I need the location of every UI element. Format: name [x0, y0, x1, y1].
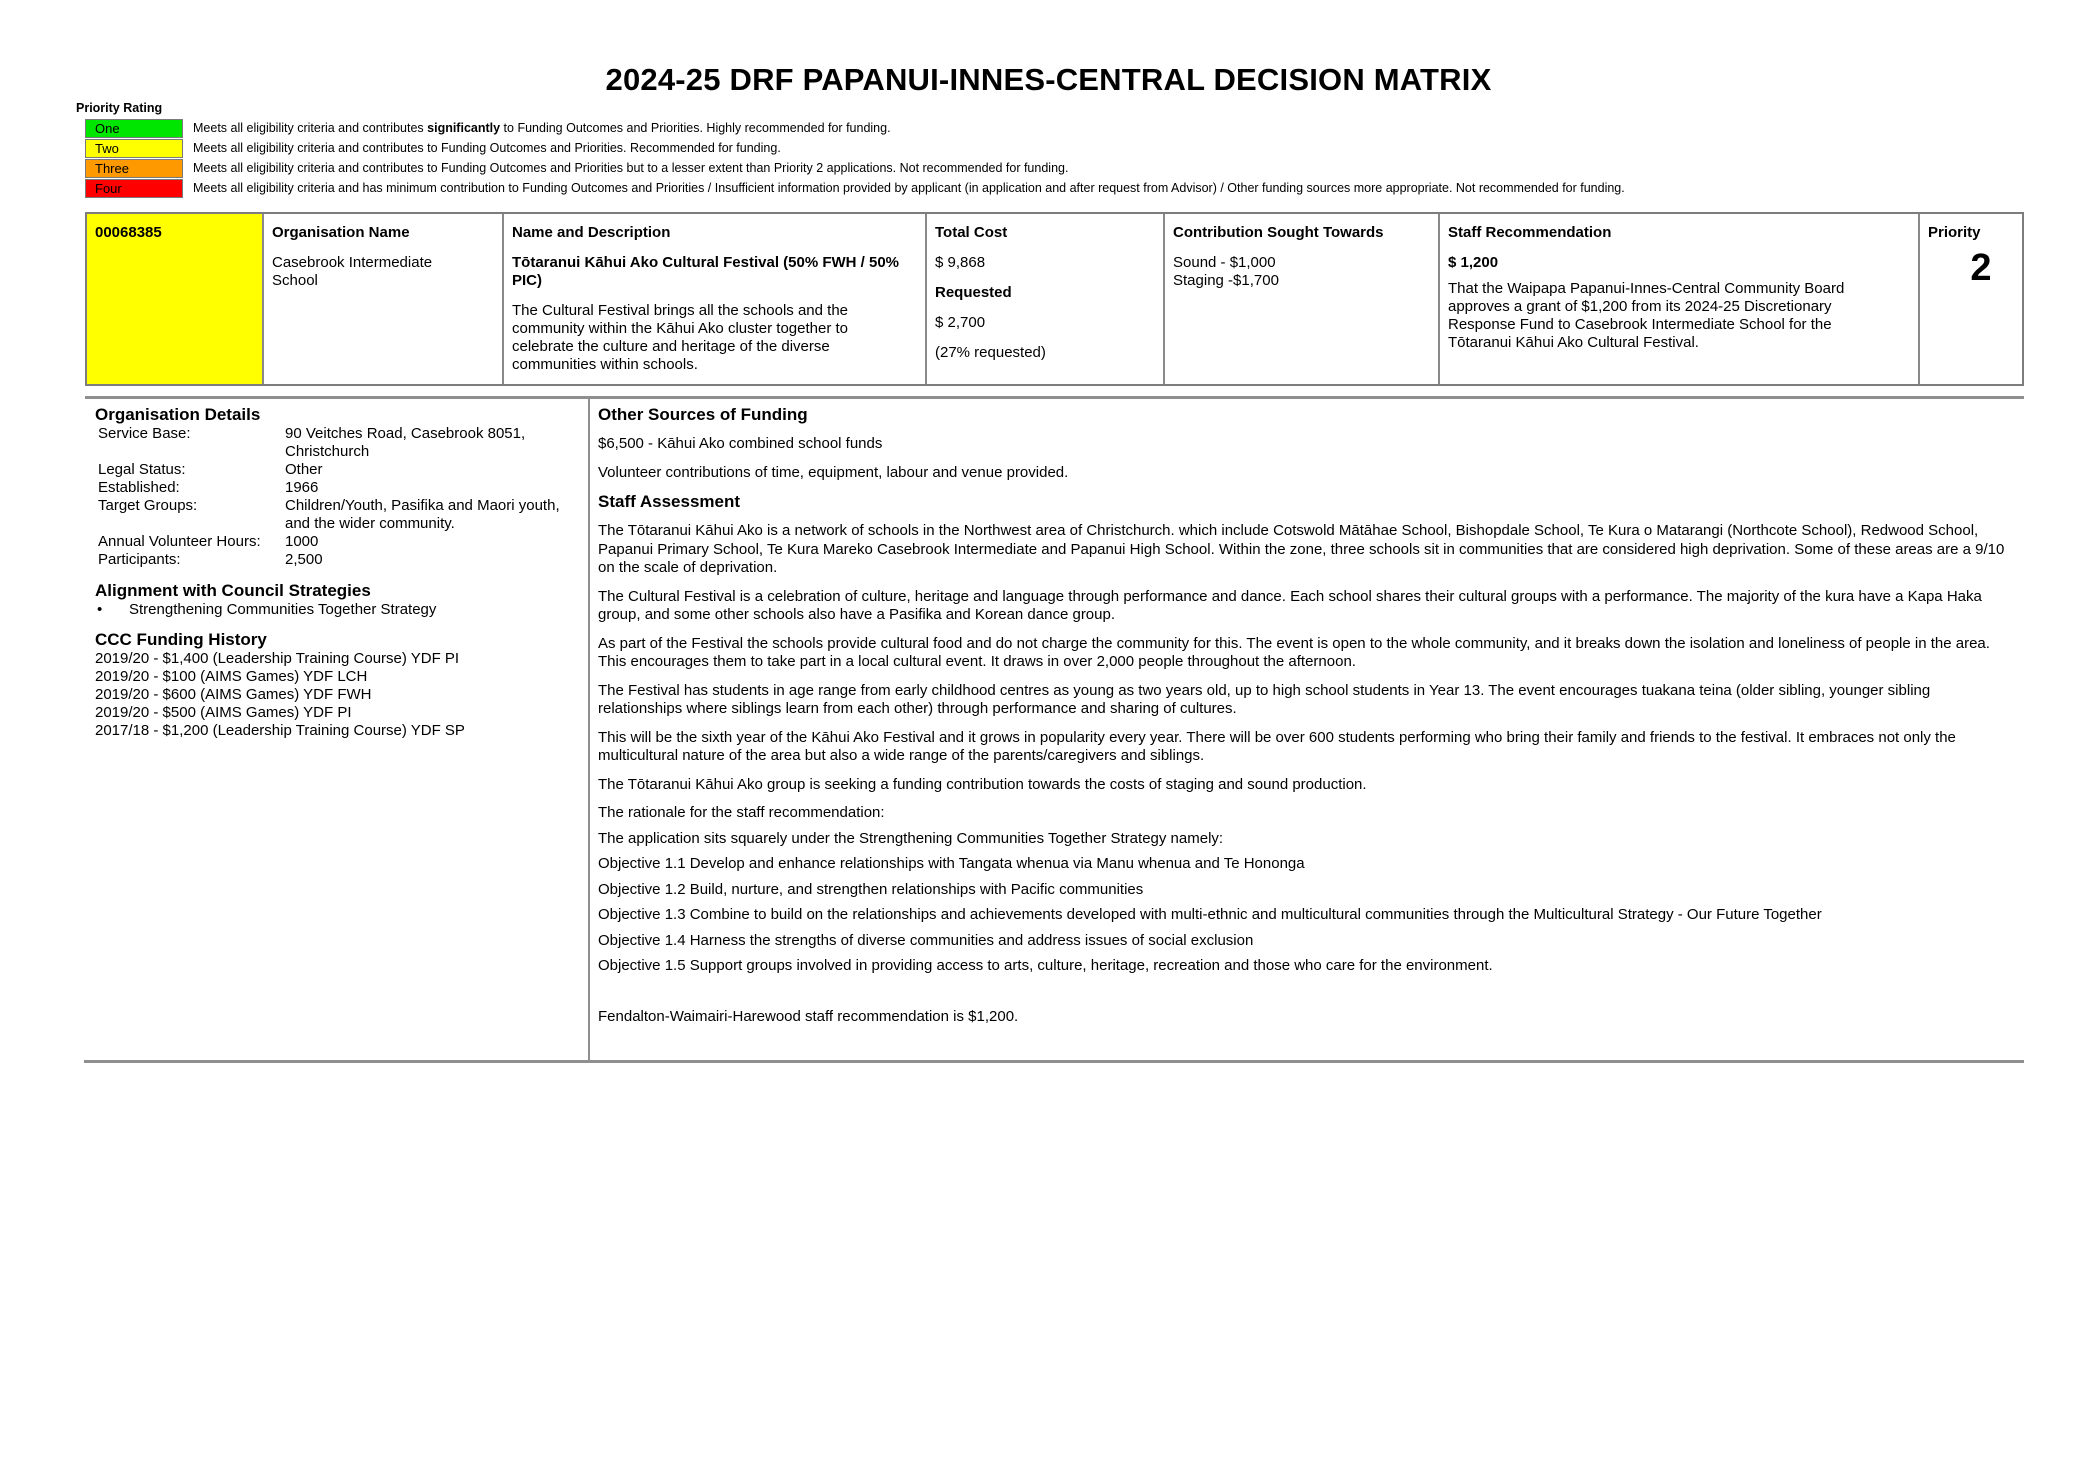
organisation-details-heading: Organisation Details — [95, 405, 261, 424]
closing-recommendation: Fendalton-Waimairi-Harewood staff recommendation is $1,200. — [598, 1007, 1019, 1025]
priority-swatch-one: One — [85, 119, 183, 138]
requested-value: $ 2,700 — [935, 314, 986, 331]
priority-value: 2 — [1970, 247, 1992, 289]
other-funding-heading: Other Sources of Funding — [598, 405, 808, 424]
priority-swatch-four: Four — [85, 179, 183, 198]
section-divider-top — [85, 396, 2024, 399]
detail-value: Other — [285, 461, 323, 478]
detail-row-target-groups — [95, 497, 585, 533]
total-cost-value: $ 9,868 — [935, 254, 986, 271]
priority-swatch-two: Two — [85, 139, 183, 158]
assessment-paragraph: The application sits squarely under the Strengthening Communities Together Strategy namely: — [598, 829, 1224, 847]
legend-description: Meets all eligibility criteria and has minimum contribution to Funding Outcomes and Priorities / Insufficient information provided by applicant (in application and after request from Advisor) / Other funding sources more appropriate. Not recommended for funding. — [193, 181, 1625, 195]
detail-key: Annual Volunteer Hours: — [98, 533, 261, 550]
assessment-paragraph: The Tōtaranui Kāhui Ako group is seeking a funding contribution towards the costs of staging and sound production. — [598, 775, 1367, 793]
objective-item: Objective 1.1 Develop and enhance relationships with Tangata whenua via Manu whenua and Te Hononga — [598, 855, 1305, 872]
alignment-list — [95, 601, 585, 619]
detail-key: Participants: — [98, 551, 181, 568]
detail-key: Legal Status: — [98, 461, 186, 478]
recommendation-amount: $ 1,200 — [1448, 254, 1499, 271]
contribution-sound: Sound - $1,000 — [1173, 254, 1276, 271]
organisation-cell — [264, 214, 504, 384]
other-funding-item: Volunteer contributions of time, equipment, labour and venue provided. — [598, 463, 1069, 481]
legend-description: Meets all eligibility criteria and contributes to Funding Outcomes and Priorities but to a lesser extent than Priority 2 applications. Not recommended for funding. — [193, 161, 1069, 175]
page-title: 2024-25 DRF PAPANUI-INNES-CENTRAL DECISION MATRIX — [605, 62, 1492, 97]
requested-label: Requested — [935, 284, 1012, 301]
project-cell — [504, 214, 927, 384]
funding-history-item: 2019/20 - $500 (AIMS Games) YDF PI — [95, 704, 352, 721]
funding-history-heading: CCC Funding History — [95, 630, 267, 649]
legend-text: Meets all eligibility criteria and contributes — [193, 121, 428, 135]
assessment-paragraph: The Tōtaranui Kāhui Ako is a network of schools in the Northwest area of Christchurch. which include Cotswold Mātāhae School, Bishopdale School, Te Kura o Matarangi (Northcote School), Redwood School, Papanui Primary School, Te Kura Mareko Casebrook Intermediate and Papanui High School. Within the zone, three schools sit in communities that are considered high deprivation. Some of these areas are a 9/10 on the scale of deprivation. — [598, 522, 2005, 576]
alignment-item — [95, 601, 585, 619]
legend-row-two — [85, 138, 781, 158]
legend-text: to Funding Outcomes and Priorities. Highly recommended for funding. — [500, 121, 891, 135]
legend-row-four — [85, 178, 1625, 198]
detail-row-legal-status — [95, 461, 585, 479]
detail-value: 1966 — [285, 479, 319, 496]
detail-value: Children/Youth, Pasifika and Maori youth, and the wider community. — [285, 497, 560, 532]
objective-item: Objective 1.3 Combine to build on the relationships and achievements developed with multi-ethnic and multicultural communities through the Multicultural Strategy - Our Future Together — [598, 906, 1822, 923]
funding-history-item: 2019/20 - $100 (AIMS Games) YDF LCH — [95, 668, 368, 685]
detail-row-established — [95, 479, 585, 497]
contribution-header: Contribution Sought Towards — [1173, 224, 1384, 241]
contribution-staging: Staging -$1,700 — [1173, 272, 1279, 289]
detail-value: 2,500 — [285, 551, 323, 568]
cost-cell — [927, 214, 1165, 384]
assessment-paragraph: The Cultural Festival is a celebration of culture, heritage and language through performance and dance. Each school shares their cultural groups with a performance. The majority of the kura have a Kapa Haka group, and some other schools also have a Pasifika and Korean dance group. — [598, 587, 1982, 623]
legend-emphasis: significantly — [427, 121, 501, 135]
application-id-cell — [87, 214, 264, 384]
funding-history-item: 2019/20 - $600 (AIMS Games) YDF FWH — [95, 686, 372, 703]
total-cost-header: Total Cost — [935, 224, 1008, 241]
recommendation-header: Staff Recommendation — [1448, 224, 1612, 241]
legend-description — [193, 121, 891, 135]
detail-value: 1000 — [285, 533, 319, 550]
funding-history-item: 2017/18 - $1,200 (Leadership Training Course) YDF SP — [95, 722, 465, 739]
section-divider-bottom — [84, 1060, 2024, 1063]
alignment-text: Strengthening Communities Together Strategy — [129, 601, 437, 618]
priority-header: Priority — [1928, 224, 1981, 241]
application-id: 00068385 — [95, 224, 162, 241]
objective-item: Objective 1.5 Support groups involved in providing access to arts, culture, heritage, recreation and those who care for the environment. — [598, 957, 1493, 974]
detail-value: 90 Veitches Road, Casebrook 8051, Christchurch — [285, 425, 526, 460]
detail-key: Service Base: — [98, 425, 191, 442]
bullet-icon: • — [97, 601, 103, 618]
priority-swatch-three: Three — [85, 159, 183, 178]
organisation-name: Casebrook Intermediate School — [272, 254, 433, 289]
assessment-paragraph: This will be the sixth year of the Kāhui Ako Festival and it grows in popularity every year. There will be over 600 students performing who bring their family and friends to the festival. It embraces not only the multicultural nature of the area but also a wide range of the parents/caregivers and siblings. — [598, 728, 1956, 764]
column-divider — [588, 398, 590, 1061]
detail-key: Established: — [98, 479, 180, 496]
project-name: Tōtaranui Kāhui Ako Cultural Festival (50% FWH / 50% PIC) — [512, 254, 900, 289]
other-funding-item: $6,500 - Kāhui Ako combined school funds — [598, 435, 883, 452]
detail-row-volunteer-hours — [95, 533, 585, 551]
recommendation-text: That the Waipapa Papanui-Innes-Central Community Board approves a grant of $1,200 from its 2024-25 Discretionary Response Fund to Casebrook Intermediate School for the Tōtaranui Kāhui Ako Cultural Festival. — [1448, 280, 1845, 351]
detail-key: Target Groups: — [98, 497, 198, 514]
contribution-cell — [1165, 214, 1440, 384]
objective-item: Objective 1.4 Harness the strengths of diverse communities and address issues of social exclusion — [598, 931, 1254, 949]
assessment-panel — [598, 405, 2018, 1033]
assessment-paragraph: The Festival has students in age range from early childhood centres as young as two years old, up to high school students in Year 13. The event encourages tuakana teina (older sibling, younger sibling relationships where siblings learn from each other) through performance and sharing of cultures. — [598, 681, 1931, 717]
detail-row-participants — [95, 551, 585, 569]
legend-row-one — [85, 118, 891, 138]
objective-item: Objective 1.2 Build, nurture, and strengthen relationships with Pacific communities — [598, 880, 1144, 898]
requested-percent: (27% requested) — [935, 344, 1046, 361]
funding-history-item: 2019/20 - $1,400 (Leadership Training Course) YDF PI — [95, 650, 460, 667]
organisation-details-panel — [95, 405, 585, 740]
assessment-paragraph: The rationale for the staff recommendation: — [598, 804, 885, 821]
legend-row-three — [85, 158, 1068, 178]
detail-row-service-base — [95, 425, 585, 461]
project-description: The Cultural Festival brings all the schools and the community within the Kāhui Ako cluster together to celebrate the culture and heritage of the diverse communities within schools. — [512, 302, 849, 373]
decision-matrix-row — [85, 212, 2024, 386]
organisation-header: Organisation Name — [272, 224, 410, 241]
assessment-paragraph: As part of the Festival the schools provide cultural food and do not charge the community for this. The event is open to the whole community, and it breaks down the isolation and loneliness of people in the area. This encourages them to take part in a local cultural event. It draws in over 2,000 people throughout the afternoon. — [598, 634, 1990, 670]
legend-description: Meets all eligibility criteria and contributes to Funding Outcomes and Priorities. Recommended for funding. — [193, 141, 781, 155]
project-header: Name and Description — [512, 224, 671, 241]
recommendation-cell — [1440, 214, 1920, 384]
staff-assessment-heading: Staff Assessment — [598, 492, 741, 511]
alignment-heading: Alignment with Council Strategies — [95, 581, 371, 600]
priority-legend-heading: Priority Rating — [76, 101, 163, 115]
priority-cell — [1920, 214, 2022, 384]
